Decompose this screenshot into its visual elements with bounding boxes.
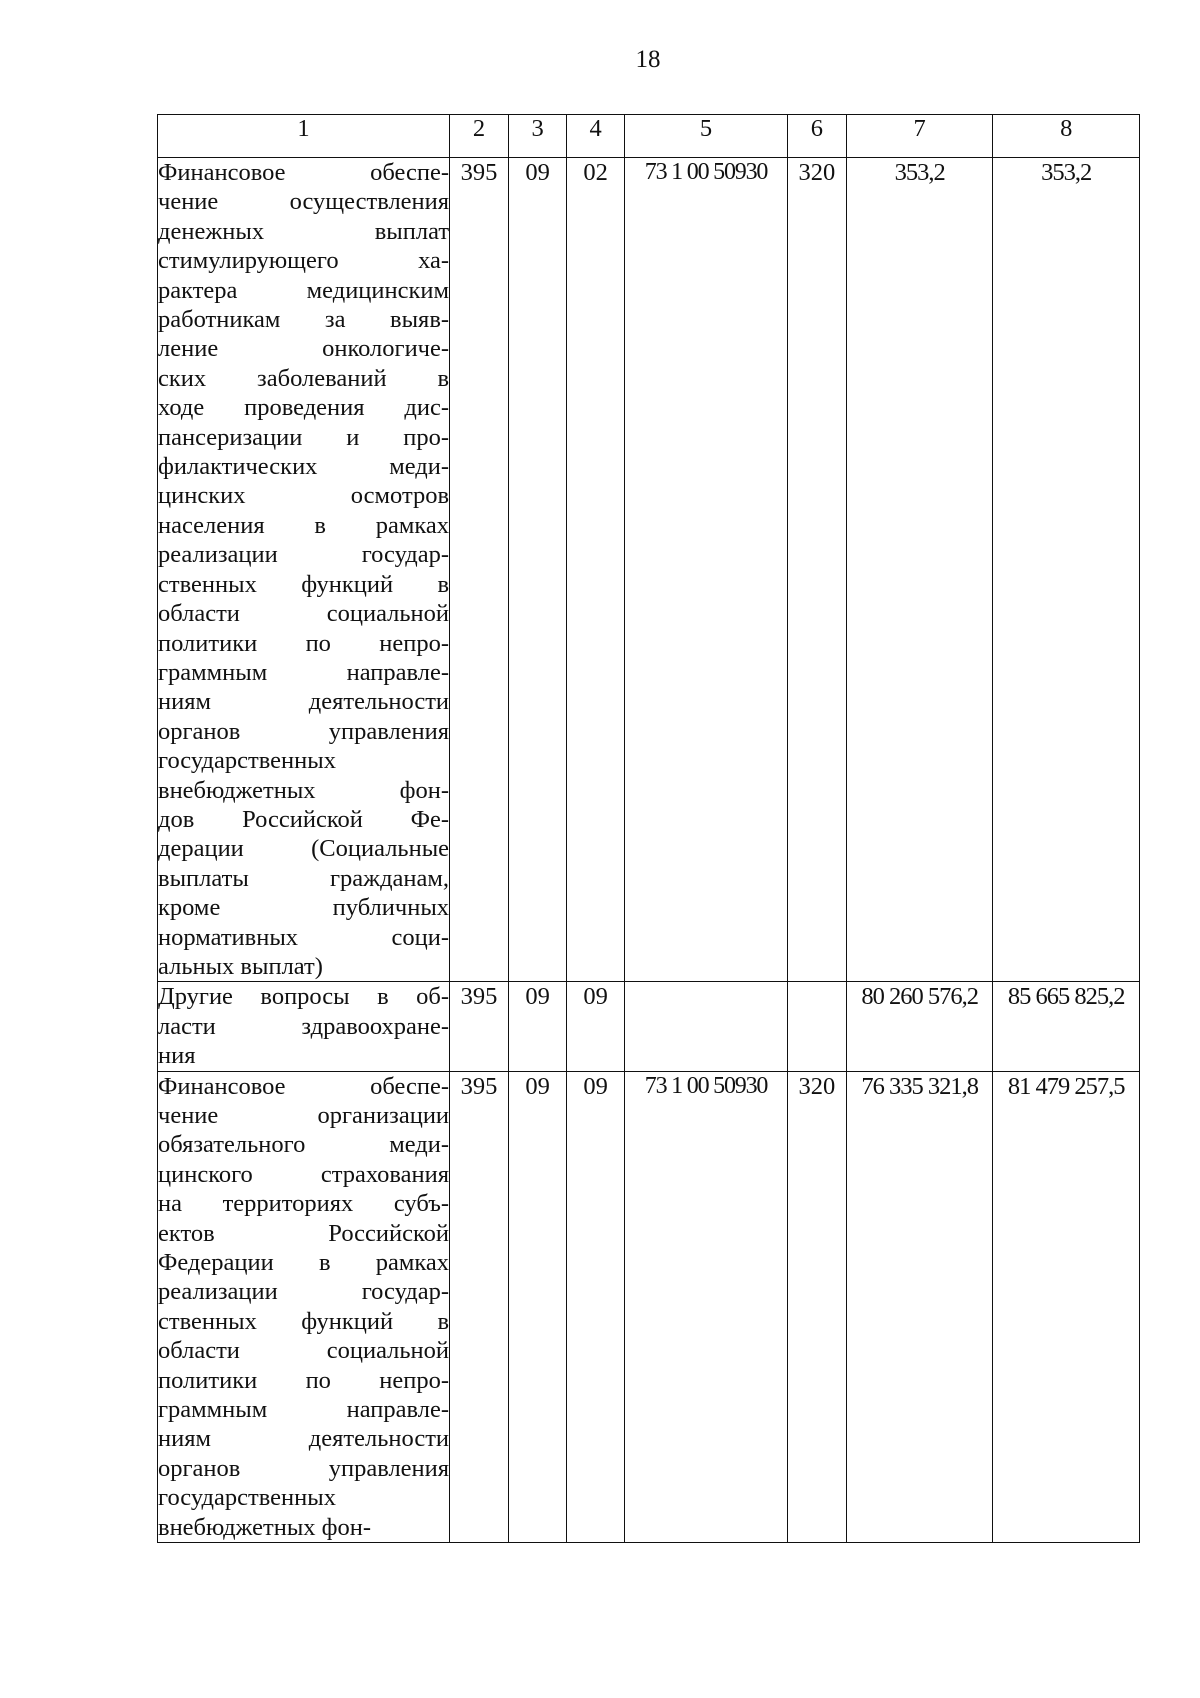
- text-line: Другие вопросы в об-: [158, 983, 450, 1011]
- text-line: дерации (Социальные: [158, 835, 450, 863]
- cell-amount-1: 80 260 576,2: [846, 982, 993, 1071]
- text-line: граммным направле-: [158, 658, 450, 686]
- header-col-2: 2: [450, 115, 509, 158]
- header-col-5: 5: [625, 115, 788, 158]
- text-line: ских заболеваний в: [158, 364, 450, 392]
- text-line: населения в рамках: [158, 511, 450, 539]
- row-name-cell: [158, 982, 450, 1071]
- cell-amount-2: 353,2: [993, 158, 1140, 982]
- text-line: государственных: [158, 1484, 336, 1512]
- table-row: [158, 158, 1140, 982]
- text-line: стимулирующего ха-: [158, 247, 450, 275]
- table-row: [158, 982, 1140, 1071]
- text-line: ния: [158, 1042, 196, 1070]
- header-col-4: 4: [567, 115, 625, 158]
- header-col-3: 3: [509, 115, 567, 158]
- text-line: альных выплат): [158, 952, 323, 980]
- header-col-1: 1: [158, 115, 450, 158]
- text-line: ниям деятельности: [158, 688, 450, 716]
- text-line: Финансовое обеспе-: [158, 1072, 450, 1100]
- cell-amount-1: 76 335 321,8: [846, 1071, 993, 1543]
- cell-section: 09: [509, 1071, 567, 1543]
- cell-amount-2: 81 479 257,5: [993, 1071, 1140, 1543]
- cell-subsection: 09: [567, 1071, 625, 1543]
- text-line: граммным направле-: [158, 1396, 450, 1424]
- text-line: обязательного меди-: [158, 1131, 450, 1159]
- row-name-cell: [158, 1071, 450, 1543]
- text-line: нормативных соци-: [158, 923, 450, 951]
- row-name-text: [158, 158, 449, 981]
- text-line: политики по непро-: [158, 629, 450, 657]
- cell-expense-type: [787, 982, 846, 1071]
- text-line: реализации государ-: [158, 1278, 450, 1306]
- text-line: ходе проведения дис-: [158, 394, 450, 422]
- cell-amount-1: 353,2: [846, 158, 993, 982]
- text-line: ектов Российской: [158, 1219, 450, 1247]
- text-line: филактических меди-: [158, 453, 450, 481]
- header-col-8: 8: [993, 115, 1140, 158]
- text-line: на территориях субъ-: [158, 1190, 450, 1218]
- cell-ministry-code: 395: [450, 1071, 509, 1543]
- text-line: органов управления: [158, 1454, 450, 1482]
- text-line: выплаты гражданам,: [158, 864, 450, 892]
- cell-ministry-code: 395: [450, 158, 509, 982]
- text-line: Федерации в рамках: [158, 1249, 450, 1277]
- text-line: дов Российской Фе-: [158, 805, 450, 833]
- text-line: работникам за выяв-: [158, 306, 450, 334]
- text-line: денежных выплат: [158, 217, 450, 245]
- text-line: области социальной: [158, 1337, 450, 1365]
- text-line: ление онкологиче-: [158, 335, 450, 363]
- text-line: рактера медицинским: [158, 276, 450, 304]
- text-line: внебюджетных фон-: [158, 776, 450, 804]
- text-line: цинских осмотров: [158, 482, 450, 510]
- text-line: политики по непро-: [158, 1366, 450, 1394]
- cell-target-article: 73 1 00 50930: [625, 1071, 788, 1543]
- row-name-text: [158, 1072, 449, 1543]
- cell-section: 09: [509, 158, 567, 982]
- cell-expense-type: 320: [787, 158, 846, 982]
- text-line: ственных функций в: [158, 1307, 450, 1335]
- text-line: ласти здравоохране-: [158, 1012, 450, 1040]
- text-line: Финансовое обеспе-: [158, 159, 450, 186]
- text-line: кроме публичных: [158, 894, 450, 922]
- text-line: государственных: [158, 747, 336, 775]
- table-row: [158, 1071, 1140, 1543]
- row-name-cell: [158, 158, 450, 982]
- table-header-row: [158, 115, 1140, 158]
- text-line: цинского страхования: [158, 1160, 450, 1188]
- cell-target-article: 73 1 00 50930: [625, 158, 788, 982]
- header-col-6: 6: [787, 115, 846, 158]
- cell-ministry-code: 395: [450, 982, 509, 1071]
- text-line: внебюджетных фон-: [158, 1513, 372, 1541]
- text-line: ственных функций в: [158, 570, 450, 598]
- text-line: чение осуществления: [158, 188, 450, 216]
- cell-target-article: [625, 982, 788, 1071]
- text-line: ниям деятельности: [158, 1425, 450, 1453]
- text-line: области социальной: [158, 600, 450, 628]
- cell-subsection: 02: [567, 158, 625, 982]
- header-col-7: 7: [846, 115, 993, 158]
- text-line: органов управления: [158, 717, 450, 745]
- budget-table: [157, 114, 1140, 1543]
- page-number: 18: [635, 46, 661, 73]
- row-name-text: [158, 982, 449, 1070]
- cell-section: 09: [509, 982, 567, 1071]
- text-line: пансеризации и про-: [158, 423, 450, 451]
- cell-amount-2: 85 665 825,2: [993, 982, 1140, 1071]
- cell-subsection: 09: [567, 982, 625, 1071]
- text-line: чение организации: [158, 1102, 450, 1129]
- cell-expense-type: 320: [787, 1071, 846, 1543]
- text-line: реализации государ-: [158, 541, 450, 569]
